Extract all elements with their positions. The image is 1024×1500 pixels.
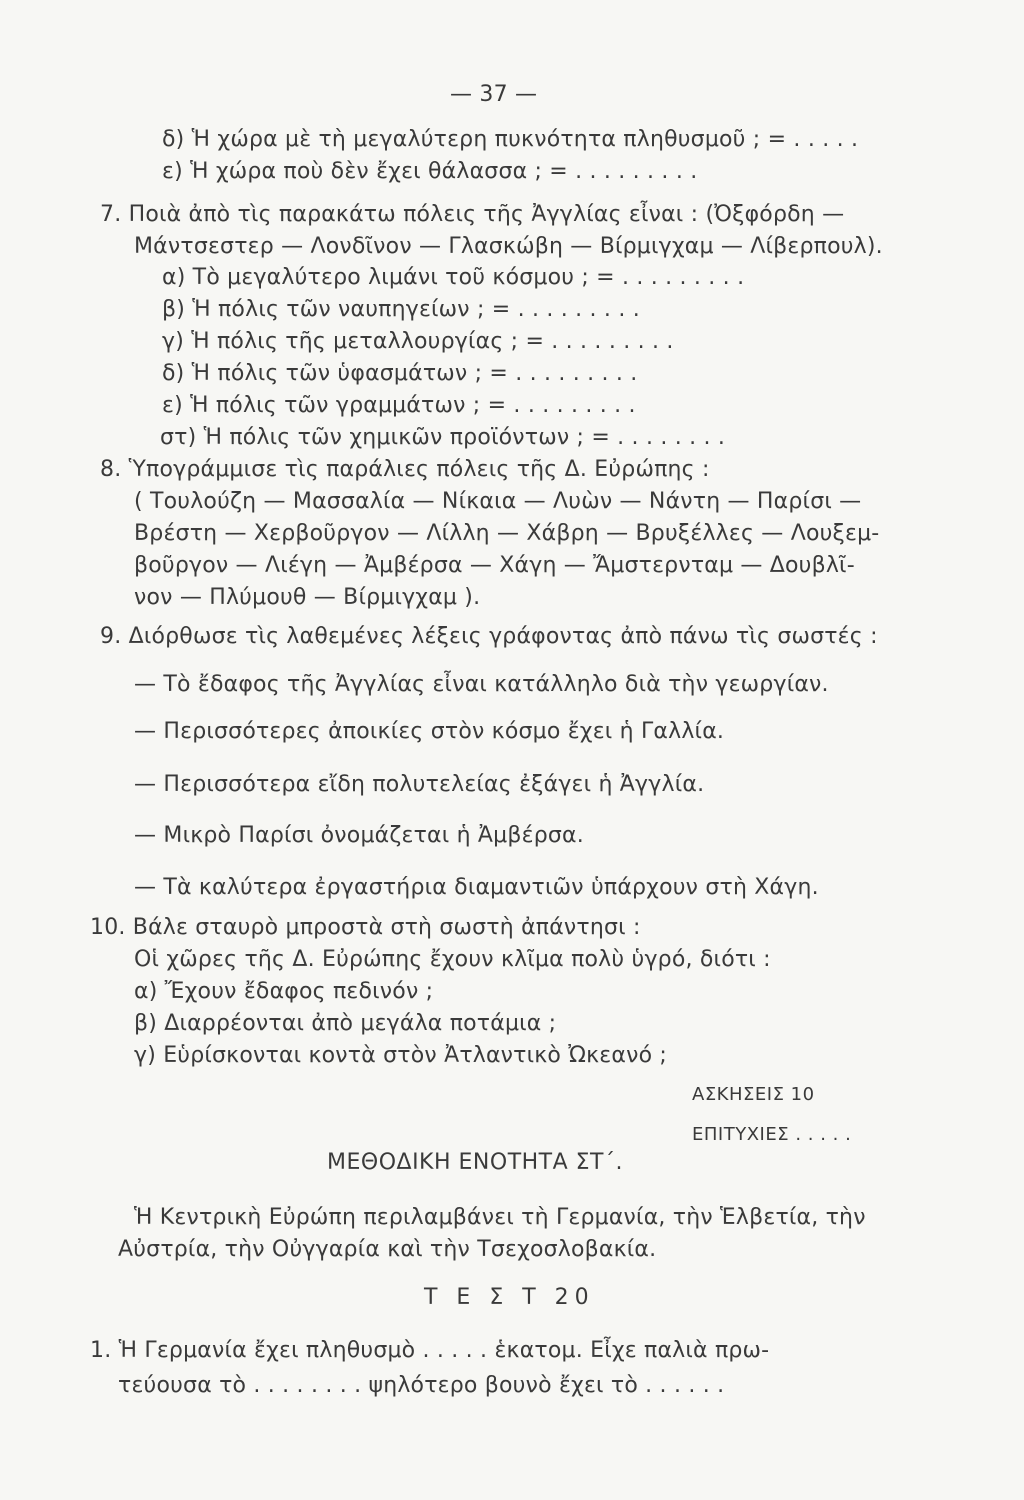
- successes-count: ΕΠΙΤΥΧΙΕΣ . . . . .: [692, 1124, 852, 1145]
- test-title: Τ Ε Σ Τ 20: [424, 1285, 595, 1310]
- exercise-9-prompt: 9. Διόρθωσε τὶς λαθεμένες λέξεις γράφοντας ἀπὸ πάνω τὶς σωστές :: [100, 624, 878, 649]
- text-line: β) Ἡ πόλις τῶν ναυπηγείων ; = . . . . . . . . .: [162, 297, 640, 322]
- page-number: — 37 —: [450, 82, 538, 107]
- text-line: Μάντσεστερ — Λονδῖνον — Γλασκώβη — Βίρμιγχαμ — Λίβερπουλ).: [134, 234, 883, 259]
- text-line: 1. Ἡ Γερμανία ἔχει πληθυσμὸ . . . . . ἑκατομ. Εἶχε παλιὰ πρω-: [90, 1338, 770, 1363]
- text-line: βοῦργον — Λιέγη — Ἀμβέρσα — Χάγη — Ἄμστερνταμ — Δουβλῖ-: [134, 553, 855, 578]
- text-line: — Περισσότερες ἀποικίες στὸν κόσμο ἔχει ἡ Γαλλία.: [134, 719, 725, 744]
- text-line: — Περισσότερα εἴδη πολυτελείας ἐξάγει ἡ Ἀγγλία.: [134, 772, 705, 797]
- text-line: Οἱ χῶρες τῆς Δ. Εὐρώπης ἔχουν κλῖμα πολὺ ὑγρό, διότι :: [134, 947, 771, 972]
- exercise-7-prompt: 7. Ποιὰ ἀπὸ τὶς παρακάτω πόλεις τῆς Ἀγγλίας εἶναι : (Ὀξφόρδη —: [100, 202, 845, 227]
- text-line: — Τὰ καλύτερα ἐργαστήρια διαμαντιῶν ὑπάρχουν στὴ Χάγη.: [134, 875, 819, 900]
- text-line: — Τὸ ἔδαφος τῆς Ἀγγλίας εἶναι κατάλληλο διὰ τὴν γεωργίαν.: [134, 672, 829, 697]
- text-line: ε) Ἡ χώρα ποὺ δὲν ἔχει θάλασσα ; = . . . . . . . . .: [162, 159, 698, 184]
- exercise-10-prompt: 10. Βάλε σταυρὸ μπροστὰ στὴ σωστὴ ἀπάντησι :: [90, 915, 641, 940]
- text-line: α) Ἔχουν ἔδαφος πεδινόν ;: [134, 979, 434, 1004]
- text-line: ε) Ἡ πόλις τῶν γραμμάτων ; = . . . . . . . . .: [162, 393, 636, 418]
- text-line: α) Τὸ μεγαλύτερο λιμάνι τοῦ κόσμου ; = . . . . . . . . .: [162, 265, 745, 290]
- text-line: στ) Ἡ πόλις τῶν χημικῶν προϊόντων ; = . . . . . . . .: [160, 425, 726, 450]
- exercises-count: ΑΣΚΗΣΕΙΣ 10: [692, 1084, 815, 1105]
- text-line: — Μικρὸ Παρίσι ὀνομάζεται ἡ Ἀμβέρσα.: [134, 823, 584, 848]
- text-line: Ἡ Κεντρικὴ Εὐρώπη περιλαμβάνει τὴ Γερμανία, τὴν Ἑλβετία, τὴν: [134, 1205, 866, 1230]
- text-line: δ) Ἡ πόλις τῶν ὑφασμάτων ; = . . . . . . . . .: [162, 361, 638, 386]
- text-line: β) Διαρρέονται ἀπὸ μεγάλα ποτάμια ;: [134, 1011, 557, 1036]
- text-line: γ) Εὑρίσκονται κοντὰ στὸν Ἀτλαντικὸ Ὠκεανό ;: [134, 1043, 668, 1068]
- text-line: τεύουσα τὸ . . . . . . . . ψηλότερο βουνὸ ἔχει τὸ . . . . . .: [118, 1373, 725, 1398]
- unit-heading: ΜΕΘΟΔΙΚΗ ΕΝΟΤΗΤΑ ΣΤ΄.: [327, 1150, 623, 1175]
- text-line: δ) Ἡ χώρα μὲ τὴ μεγαλύτερη πυκνότητα πληθυσμοῦ ; = . . . . .: [162, 127, 859, 152]
- text-line: ( Τουλούζη — Μασσαλία — Νίκαια — Λυὼν — Νάντη — Παρίσι —: [134, 489, 862, 514]
- text-line: νον — Πλύμουθ — Βίρμιγχαμ ).: [134, 585, 481, 610]
- text-line: Βρέστη — Χερβοῦργον — Λίλλη — Χάβρη — Βρυξέλλες — Λουξεμ-: [134, 521, 880, 546]
- text-line: γ) Ἡ πόλις τῆς μεταλλουργίας ; = . . . . . . . . .: [162, 329, 674, 354]
- exercise-8-prompt: 8. Ὑπογράμμισε τὶς παράλιες πόλεις τῆς Δ. Εὐρώπης :: [100, 457, 710, 482]
- text-line: Αὐστρία, τὴν Οὐγγαρία καὶ τὴν Τσεχοσλοβακία.: [118, 1237, 657, 1262]
